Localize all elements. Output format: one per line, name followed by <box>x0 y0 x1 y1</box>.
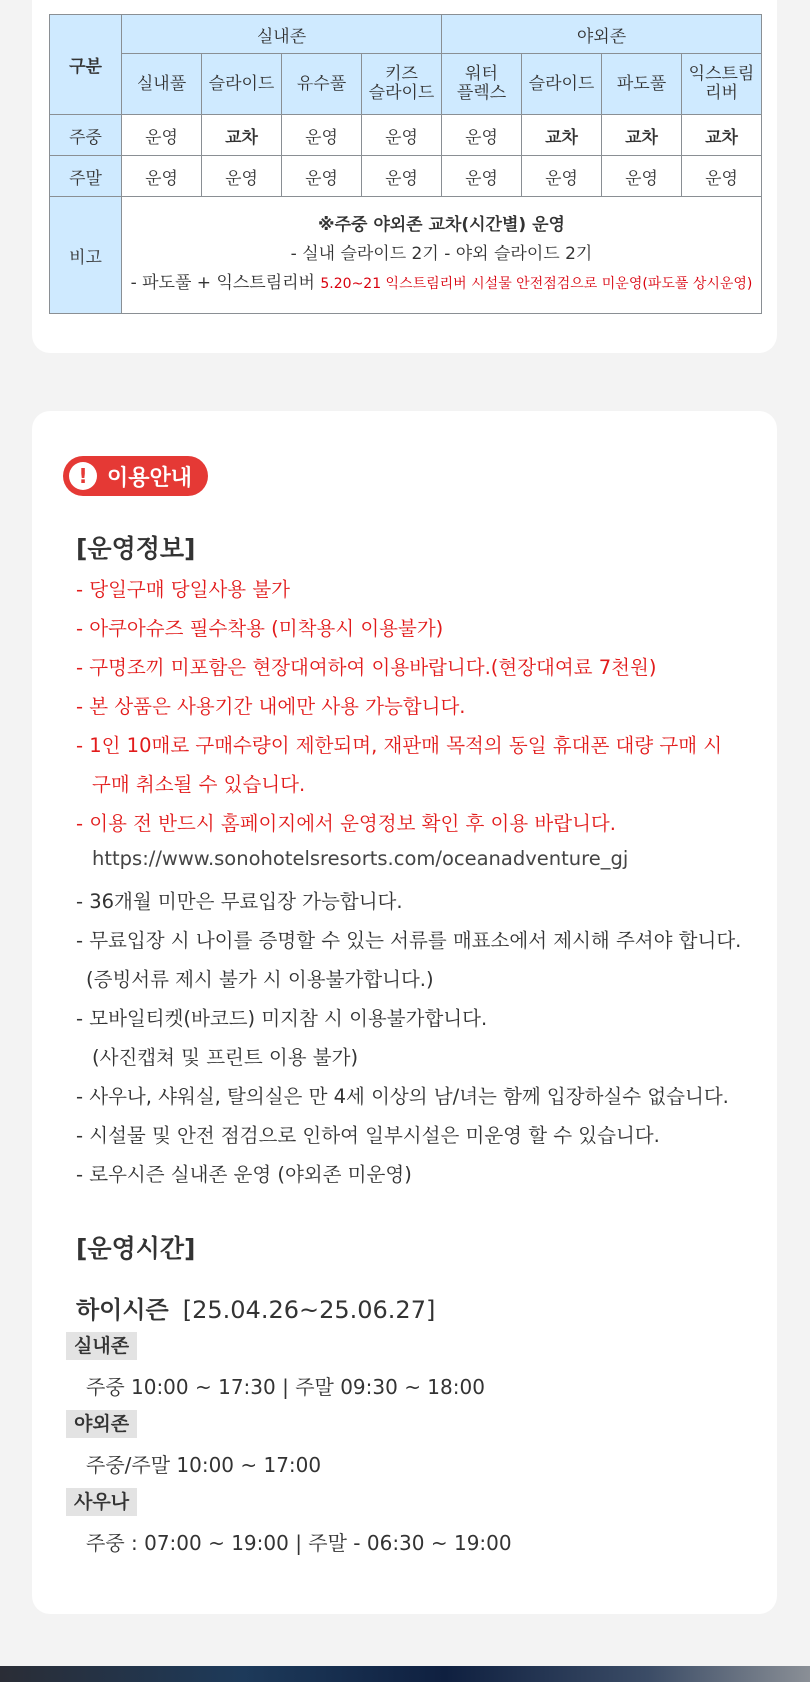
col-header: 파도풀 <box>602 54 682 115</box>
remarks-warning: 5.20~21 익스트림리버 시설물 안전점검으로 미운영(파도풀 상시운영) <box>320 276 753 292</box>
remarks-line <box>122 269 761 299</box>
table-cell: 운영 <box>122 156 202 197</box>
ops-title: [운영정보] <box>76 534 196 563</box>
table-row-weekday <box>50 115 762 156</box>
list-item: - 구명조끼 미포함은 현장대여하여 이용바랍니다.(현장대여료 7천원) <box>76 656 657 679</box>
notice-badge <box>63 456 208 496</box>
hours-title: [운영시간] <box>76 1234 196 1263</box>
list-item: - 사우나, 샤워실, 탈의실은 만 4세 이상의 남/녀는 함께 입장하실수 없습니다. <box>76 1085 729 1108</box>
remarks-prefix: - 파도풀 + 익스트림리버 <box>130 273 321 293</box>
table-row-weekend <box>50 156 762 197</box>
list-item: - 당일구매 당일사용 불가 <box>76 578 291 601</box>
list-item: - 시설물 및 안전 점검으로 인하여 일부시설은 미운영 할 수 있습니다. <box>76 1124 660 1147</box>
table-cell: 운영 <box>122 115 202 156</box>
list-item: - 1인 10매로 구매수량이 제한되며, 재판매 목적의 동일 휴대폰 대량 구매 시 <box>76 734 723 757</box>
col-header: 실내풀 <box>122 54 202 115</box>
list-item: - 모바일티켓(바코드) 미지참 시 이용불가합니다. <box>76 1007 488 1030</box>
notice-card <box>32 411 777 1614</box>
schedule-card <box>32 0 777 353</box>
table-cell: 운영 <box>522 156 602 197</box>
row-label-weekday: 주중 <box>50 115 122 156</box>
col-header: 유수풀 <box>282 54 362 115</box>
table-cell: 운영 <box>602 156 682 197</box>
list-item: - 아쿠아슈즈 필수착용 (미착용시 이용불가) <box>76 617 444 640</box>
list-item: - 이용 전 반드시 홈페이지에서 운영정보 확인 후 이용 바랍니다. <box>76 812 616 835</box>
group-outdoor: 야외존 <box>442 15 762 54</box>
col-header: 슬라이드 <box>522 54 602 115</box>
zone-tag-sauna: 사우나 <box>66 1488 137 1516</box>
col-header: 익스트림 리버 <box>682 54 762 115</box>
table-cell: 운영 <box>362 115 442 156</box>
zone-tag-indoor: 실내존 <box>66 1332 137 1360</box>
col-header: 워터 플렉스 <box>442 54 522 115</box>
zone-hours-indoor: 주중 10:00 ~ 17:30 | 주말 09:30 ~ 18:00 <box>86 1375 485 1399</box>
table-cell: 운영 <box>282 156 362 197</box>
homepage-link[interactable]: https://www.sonohotelsresorts.com/oceanadventure_gj <box>92 847 629 870</box>
row-label-weekend: 주말 <box>50 156 122 197</box>
remarks-line: ※주중 야외존 교차(시간별) 운영 <box>318 215 565 235</box>
table-cell: 교차 <box>522 115 602 156</box>
list-item: 구매 취소될 수 있습니다. <box>92 773 306 796</box>
col-header: 슬라이드 <box>202 54 282 115</box>
col-header: 키즈 슬라이드 <box>362 54 442 115</box>
table-cell: 교차 <box>682 115 762 156</box>
zone-hours-outdoor: 주중/주말 10:00 ~ 17:00 <box>86 1453 322 1477</box>
row-label-remarks: 비고 <box>50 197 122 314</box>
season-name: 하이시즌 <box>76 1296 169 1324</box>
list-item: (사진캡쳐 및 프린트 이용 불가) <box>92 1046 359 1069</box>
remarks-cell <box>122 197 762 314</box>
list-item: (증빙서류 제시 불가 시 이용불가합니다.) <box>86 968 434 991</box>
list-item: - 36개월 미만은 무료입장 가능합니다. <box>76 890 403 913</box>
table-cell: 교차 <box>202 115 282 156</box>
season-heading <box>76 1290 435 1325</box>
corner-label: 구분 <box>50 15 122 115</box>
list-item: - 로우시즌 실내존 운영 (야외존 미운영) <box>76 1163 412 1186</box>
remarks-line: - 실내 슬라이드 2기 - 야외 슬라이드 2기 <box>290 244 593 264</box>
table-cell: 운영 <box>282 115 362 156</box>
table-cell: 운영 <box>202 156 282 197</box>
footer-banner-image <box>0 1666 810 1682</box>
table-cell: 운영 <box>682 156 762 197</box>
list-item: - 무료입장 시 나이를 증명할 수 있는 서류를 매표소에서 제시해 주셔야 합니다. <box>76 929 742 952</box>
zone-tag-outdoor: 야외존 <box>66 1410 137 1438</box>
table-cell: 운영 <box>442 115 522 156</box>
table-cell: 교차 <box>602 115 682 156</box>
table-row-remarks <box>50 197 762 314</box>
schedule-table <box>49 14 762 314</box>
exclamation-icon: ! <box>69 462 97 490</box>
zone-hours-sauna: 주중 : 07:00 ~ 19:00 | 주말 - 06:30 ~ 19:00 <box>86 1531 512 1555</box>
notice-badge-label: 이용안내 <box>107 465 193 491</box>
table-cell: 운영 <box>362 156 442 197</box>
table-cell: 운영 <box>442 156 522 197</box>
group-indoor: 실내존 <box>122 15 442 54</box>
season-dates: [25.04.26~25.06.27] <box>182 1296 436 1324</box>
list-item: - 본 상품은 사용기간 내에만 사용 가능합니다. <box>76 695 466 718</box>
